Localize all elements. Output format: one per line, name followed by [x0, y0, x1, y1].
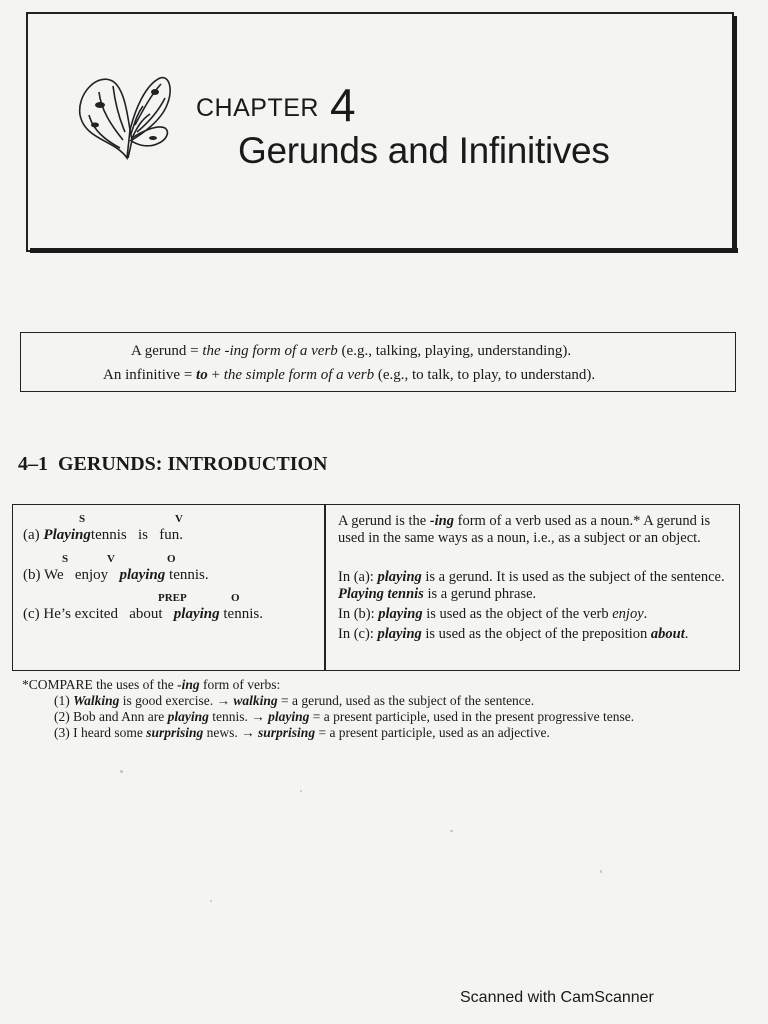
- compare-emphasis: playing: [167, 709, 209, 724]
- example-word: tennis.: [223, 606, 263, 622]
- header-box-shadow-right: [732, 16, 737, 253]
- scan-credit: Scanned with CamScanner: [460, 989, 654, 1006]
- compare-emphasis: surprising: [146, 725, 204, 740]
- compare-text: = a present participle, used in the present progressive tense.: [309, 709, 635, 724]
- infinitive-to: to: [196, 367, 208, 383]
- compare-text: I heard some: [73, 725, 147, 740]
- chapter-title: Gerunds and Infinitives: [238, 130, 610, 171]
- section-heading: [18, 453, 327, 476]
- subject-marker: S: [62, 553, 69, 565]
- explanation-emphasis: playing: [378, 606, 423, 622]
- table-divider: [324, 505, 326, 670]
- compare-text: is good exercise. →: [119, 693, 234, 708]
- explanation-text: is a gerund. It is used as the subject of the sentence.: [421, 569, 725, 585]
- example-label: (b): [23, 567, 41, 583]
- example-b: [23, 567, 209, 584]
- compare-item-3: [54, 725, 550, 741]
- compare-number: (1): [54, 693, 70, 708]
- definition-box: [20, 332, 736, 392]
- explanation-paragraph-2: [338, 569, 733, 603]
- explanation-emphasis: about: [650, 626, 685, 642]
- example-label: (c): [23, 606, 40, 622]
- example-gerund: playing: [119, 567, 166, 583]
- scan-speck: [450, 830, 453, 832]
- butterfly-icon: [75, 70, 175, 165]
- scan-speck: [600, 870, 602, 873]
- section-number: 4–1: [18, 453, 48, 475]
- gerund-definition: [131, 343, 571, 360]
- compare-text: news. →: [203, 725, 259, 740]
- infinitive-definition-text: the simple form of a verb: [223, 367, 375, 383]
- compare-text: tennis. →: [208, 709, 269, 724]
- compare-item-1: [54, 693, 534, 709]
- gerund-examples-table: [12, 504, 740, 671]
- scan-speck: [300, 790, 302, 792]
- infinitive-examples: (e.g., to talk, to play, to understand).: [377, 367, 596, 383]
- compare-emphasis: playing: [268, 709, 310, 724]
- example-word: tennis: [90, 527, 127, 543]
- compare-text: = a present participle, used as an adjective.: [315, 725, 550, 740]
- example-word: enjoy: [74, 567, 109, 583]
- explanation-emphasis: playing: [377, 626, 422, 642]
- compare-number: (3): [54, 725, 70, 740]
- example-a: [23, 527, 183, 544]
- explanation-emphasis: Playing tennis: [338, 586, 424, 602]
- example-word: We: [43, 567, 64, 583]
- plus-sign: +: [211, 367, 220, 383]
- explanation-text: A gerund is the: [338, 513, 430, 529]
- explanation-emphasis: enjoy: [612, 606, 644, 622]
- verb-marker: V: [175, 513, 183, 525]
- object-marker: O: [167, 553, 176, 565]
- example-c: [23, 606, 263, 623]
- explanation-text: is used as the object of the preposition: [421, 626, 651, 642]
- example-word: He’s excited: [43, 606, 118, 622]
- explanation-text: .: [684, 626, 689, 642]
- section-title: GERUNDS: INTRODUCTION: [58, 453, 328, 475]
- gerund-term: A gerund: [131, 343, 187, 359]
- explanation-text: .: [643, 606, 648, 622]
- scan-speck: [210, 900, 212, 902]
- compare-text: = a gerund, used as the subject of the sentence.: [277, 693, 535, 708]
- example-word: about: [129, 606, 163, 622]
- explanation-paragraph-1: [338, 513, 733, 547]
- chapter-label: CHAPTER: [196, 94, 319, 122]
- equals-sign: =: [183, 367, 193, 383]
- compare-item-2: [54, 709, 634, 725]
- compare-text: *COMPARE the uses of the: [22, 677, 178, 692]
- scan-speck: [120, 770, 123, 773]
- explanation-emphasis: playing: [377, 569, 422, 585]
- example-gerund: playing: [173, 606, 220, 622]
- preposition-marker: PREP: [158, 592, 187, 604]
- explanation-text: In (a):: [338, 569, 378, 585]
- header-box-shadow-bottom: [30, 248, 738, 253]
- subject-marker: S: [79, 513, 86, 525]
- explanation-text: In (c):: [338, 626, 378, 642]
- explanation-emphasis: -ing: [429, 513, 454, 529]
- example-word: fun.: [159, 527, 184, 543]
- compare-emphasis: walking: [233, 693, 278, 708]
- equals-sign: =: [190, 343, 199, 359]
- explanation-text: form of a verb used as a noun.* A gerund is used in the same ways as a noun, i.e., as a subject or an object.: [338, 513, 711, 546]
- infinitive-definition: [103, 367, 595, 384]
- compare-intro: [22, 677, 280, 693]
- explanation-paragraph-4: [338, 626, 733, 643]
- compare-emphasis: surprising: [258, 725, 316, 740]
- compare-number: (2): [54, 709, 70, 724]
- verb-marker: V: [107, 553, 115, 565]
- explanation-text: is a gerund phrase.: [423, 586, 537, 602]
- explanation-paragraph-3: [338, 606, 733, 623]
- infinitive-term: An infinitive: [103, 367, 181, 383]
- explanation-text: is used as the object of the verb: [422, 606, 613, 622]
- compare-emphasis: Walking: [73, 693, 120, 708]
- gerund-examples: (e.g., talking, playing, understanding).: [341, 343, 572, 359]
- example-label: (a): [23, 527, 40, 543]
- compare-text: form of verbs:: [199, 677, 281, 692]
- explanation-text: In (b):: [338, 606, 379, 622]
- compare-emphasis: -ing: [177, 677, 200, 692]
- example-gerund: Playing: [43, 527, 91, 543]
- chapter-number: 4: [330, 79, 356, 131]
- gerund-definition-text: the -ing form of a verb: [202, 343, 338, 359]
- example-word: tennis.: [169, 567, 209, 583]
- object-marker: O: [231, 592, 240, 604]
- compare-text: Bob and Ann are: [73, 709, 168, 724]
- example-word: is: [138, 527, 149, 543]
